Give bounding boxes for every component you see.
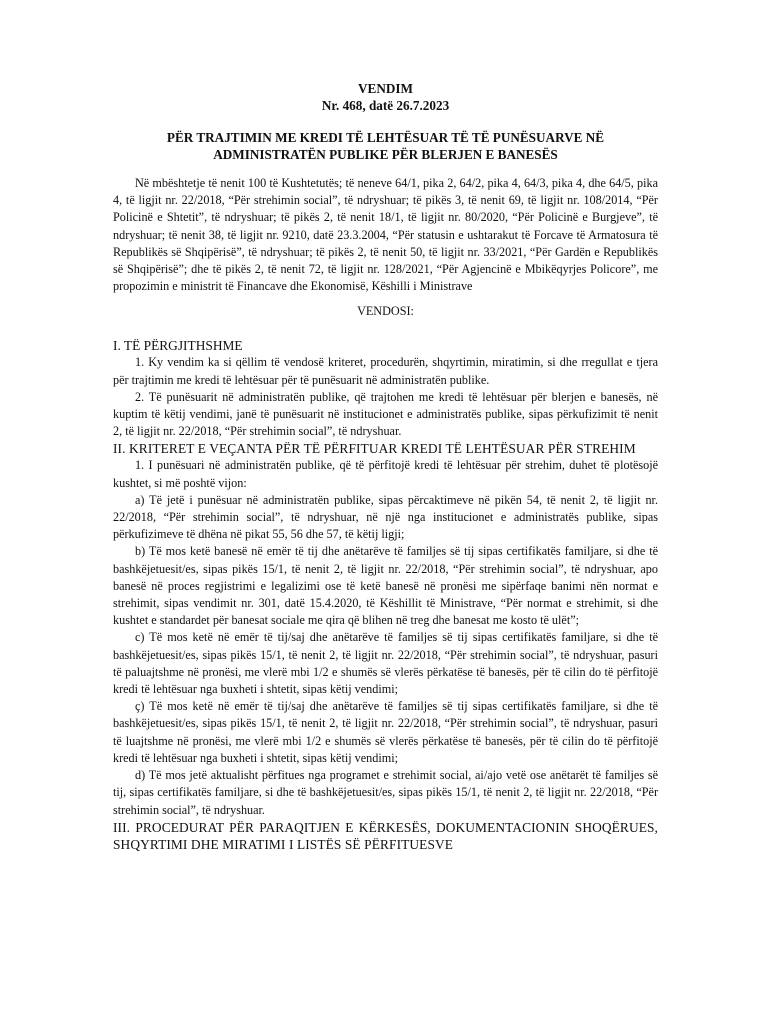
document-title	[113, 129, 658, 163]
preamble-paragraph: Në mbështetje të nenit 100 të Kushtetutës; të neneve 64/1, pika 2, 64/2, pika 4, 64/3, pika 4, dhe 64/5, pika 4, të ligjit nr. 22/2018, “Për strehimin social”, të ndryshuar; të pikës 3, të nenit 69, të ligjit nr. 108/2014, “Për Policinë e Shtetit”, të ndryshuar; të pikës 2, të nenit 18/1, të ligjit nr. 80/2020, “Për Policinë e Burgjeve”, të ndryshuar; të nenit 38, të ligjit nr. 9210, datë 23.3.2004, “Për statusin e ushtarakut të Forcave të Armatosura të Republikës së Shqipërisë”, të ndryshuar; të pikës 2, të nenit 50, të ligjit nr. 33/2021, “Për Gardën e Republikës së Shqipërisë”; dhe të pikës 2, të nenit 72, të ligjit nr. 128/2021, “Për Agjencinë e Mbikëqyrjes Policore”, me propozimin e ministrit të Financave dhe Ekonomisë, Këshilli i Ministrave	[113, 176, 658, 294]
section-2-point-1: 1. I punësuari në administratën publike, që të përfitojë kredi të lehtësuar për strehim, duhet të plotësojë kushtet, si më poshtë vijon:	[113, 458, 658, 490]
document-title-line-2: ADMINISTRATËN PUBLIKE PËR BLERJEN E BANESËS	[213, 147, 558, 162]
section-2-item-c: c) Të mos ketë në emër të tij/saj dhe anëtarëve të familjes së tij sipas certifikatës familjare, si dhe të bashkëjetuesit/es, sipas pikës 15/1, të nenit 2, të ligjit nr. 22/2018, “Për strehimin social”, të ndryshuar, pasuri të paluajtshme në pronësi, me vlerë mbi 1/2 e shumës së vlerës përkatëse të banesës, për të cilin do të përfitojë kredi të lehtësuar nga buxheti i shtetit, sipas këtij vendimi;	[113, 630, 658, 697]
document-title-line-1: PËR TRAJTIMIN ME KREDI TË LEHTËSUAR TË TË PUNËSUARVE NË	[166, 130, 605, 145]
vendosi-heading: VENDOSI:	[357, 304, 414, 319]
section-2-item-d: d) Të mos jetë aktualisht përfitues nga programet e strehimit social, ai/ajo vetë ose anëtarët të familjes së tij, sipas certifikatës familjare, si dhe të bashkëjetuesit/es, sipas pikës 15/1, të nenit 2, të ligjit nr. 22/2018, “Për strehimin social”, të ndryshuar.	[113, 768, 658, 817]
document-number-date: Nr. 468, datë 26.7.2023	[321, 98, 450, 113]
document-type: VENDIM	[358, 81, 413, 96]
section-2-item-cc: ç) Të mos ketë në emër të tij/saj dhe anëtarëve të familjes së tij sipas certifikatës familjare, si dhe të bashkëjetuesit/es, sipas pikës 15/1, të nenit 2, të ligjit nr. 22/2018, “Për strehimin social”, të ndryshuar, pasuri të luajtshme në pronësi, me vlerë mbi 1/2 e shumës së vlerës përkatëse të banesës, për të cilin do të përfitojë kredi të lehtësuar nga buxheti i shtetit, sipas këtij vendimi;	[113, 699, 658, 765]
section-1-heading: I. TË PËRGJITHSHME	[113, 338, 243, 354]
section-2-item-a: a) Të jetë i punësuar në administratën publike, sipas përcaktimeve në pikën 54, të nenit 2, të ligjit nr. 22/2018, “Për strehimin social”, të ndryshuar, në një nga institucionet e administratës publike, sipas përkufizimeve të dhëna në pikat 55, 56 dhe 57, të këtij ligji;	[113, 492, 658, 542]
document-page	[113, 80, 658, 853]
section-3-heading: III. PROCEDURAT PËR PARAQITJEN E KËRKESËS, DOKUMENTACIONIN SHOQËRUES, SHQYRTIMI DHE MIRATIMI I LISTËS SË PËRFITUESVE	[113, 819, 658, 852]
section-1-point-1: 1. Ky vendim ka si qëllim të vendosë kriteret, procedurën, shqyrtimin, miratimin, si dhe rregullat e tjera për trajtimin me kredi të lehtësuar për të punësuarit në administratën publike.	[113, 355, 658, 387]
section-1-point-2: 2. Të punësuarit në administratën publike, që trajtohen me kredi të lehtësuar për blerjen e banesës, në kuptim të këtij vendimi, janë të punësuarit në institucionet e administratës publike, sipas përkufizimit të nenit 2, të ligjit nr. 22/2018, “Për strehimin social”, të ndryshuar.	[113, 389, 658, 439]
section-2-heading: II. KRITERET E VEÇANTA PËR TË PËRFITUAR KREDI TË LEHTËSUAR PËR STREHIM	[113, 441, 636, 457]
section-2-item-b: b) Të mos ketë banesë në emër të tij dhe anëtarëve të familjes së tij sipas certifikatës familjare, si dhe të bashkëjetuesit/es, sipas pikës 15/1, të nenit 2, të ligjit nr. 22/2018, “Për strehimin social”, të ndryshuar, apo banesë në proces regjistrimi e legalizimi ose të ketë banesë në pronësi me sipërfaqe banimi nën normat e strehimit, sipas vendimit nr. 301, datë 15.4.2020, të Këshillit të Ministrave, “Për normat e strehimit, si dhe kushtet e standardet për banesat sociale me qira që blihen në treg dhe banesat me kosto të ulët”;	[113, 544, 658, 628]
